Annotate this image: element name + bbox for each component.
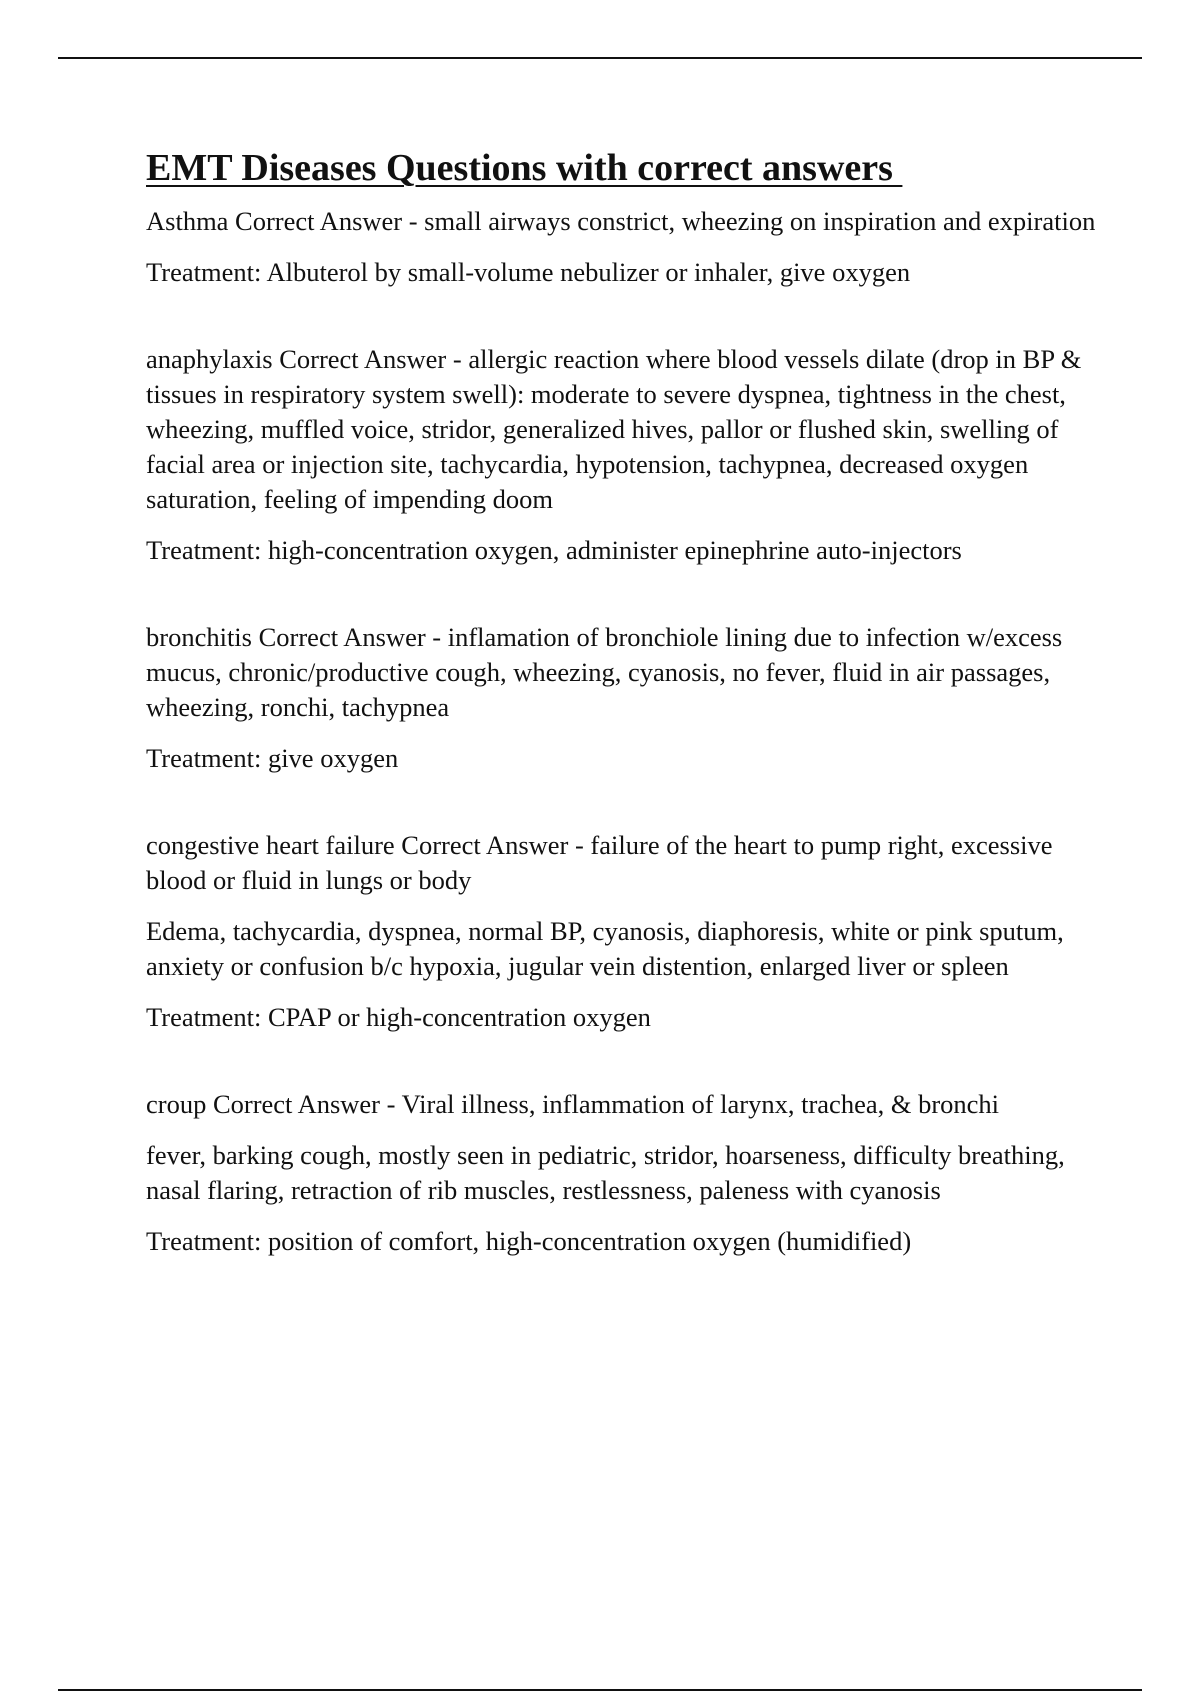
entry-definition: croup Correct Answer - Viral illness, inflammation of larynx, trachea, & bronchi	[146, 1089, 1000, 1119]
footer-rule	[58, 1689, 1142, 1691]
entry-treatment: Treatment: high-concentration oxygen, administer epinephrine auto-injectors	[146, 535, 962, 565]
entry-treatment: Treatment: position of comfort, high-concentration oxygen (humidified)	[146, 1226, 912, 1256]
entry-croup	[146, 1087, 1096, 1259]
entry-anaphylaxis	[146, 342, 1096, 568]
entry-asthma	[146, 204, 1096, 290]
entry-treatment: Treatment: CPAP or high-concentration oxygen	[146, 1002, 651, 1032]
entry-definition: anaphylaxis Correct Answer - allergic reaction where blood vessels dilate (drop in BP & tissues in respiratory system swell): moderate to severe dyspnea, tightness in the chest, wheezing, muffled voice, stridor, generalized hives, pallor or flushed skin, swelling of facial area or injection site, tachycardia, hypotension, tachypnea, decreased oxygen saturation, feeling of impending doom	[146, 344, 1082, 514]
entry-symptoms: Edema, tachycardia, dyspnea, normal BP, cyanosis, diaphoresis, white or pink sputum, anxiety or confusion b/c hypoxia, jugular vein distention, enlarged liver or spleen	[146, 916, 1064, 981]
entry-congestive-heart-failure	[146, 828, 1096, 1035]
entry-definition: congestive heart failure Correct Answer - failure of the heart to pump right, excessive blood or fluid in lungs or body	[146, 830, 1053, 895]
document-title: EMT Diseases Questions with correct answers	[146, 147, 903, 189]
document-body	[146, 146, 1096, 1275]
entry-bronchitis	[146, 620, 1096, 776]
entry-treatment: Treatment: Albuterol by small-volume nebulizer or inhaler, give oxygen	[146, 257, 911, 287]
header-rule	[58, 57, 1142, 59]
entry-definition: Asthma Correct Answer - small airways constrict, wheezing on inspiration and expiration	[146, 206, 1096, 236]
entry-symptoms: fever, barking cough, mostly seen in pediatric, stridor, hoarseness, difficulty breathing, nasal flaring, retraction of rib muscles, restlessness, paleness with cyanosis	[146, 1140, 1065, 1205]
entry-treatment: Treatment: give oxygen	[146, 743, 399, 773]
entry-definition: bronchitis Correct Answer - inflamation of bronchiole lining due to infection w/excess mucus, chronic/productive cough, wheezing, cyanosis, no fever, fluid in air passages, wheezing, ronchi, tachypnea	[146, 622, 1063, 722]
